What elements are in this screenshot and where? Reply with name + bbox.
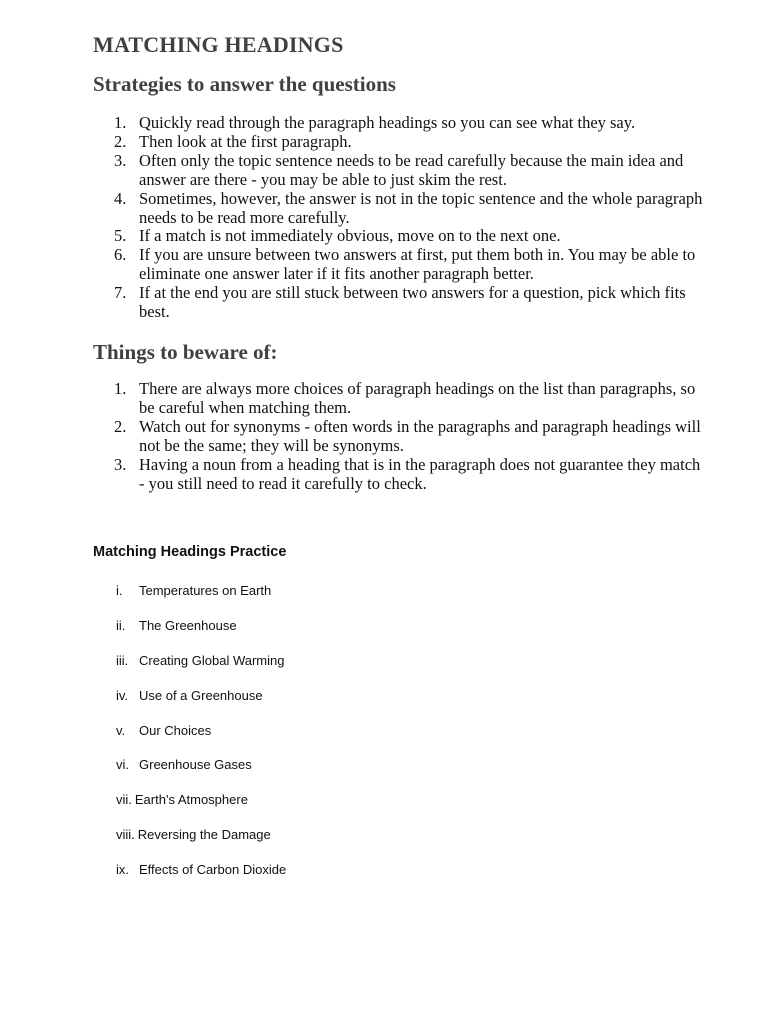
item-numeral: v. — [116, 722, 126, 738]
item-number: 2. — [114, 131, 127, 151]
item-text: Watch out for synonyms - often words in the paragraphs and paragraph headings will not be the same; they will be synonyms. — [139, 416, 701, 455]
item-text: Temperatures on Earth — [139, 583, 272, 598]
item-text: Quickly read through the paragraph headings so you can see what they say. — [139, 113, 636, 132]
item-number: 1. — [114, 113, 127, 132]
item-number: 3. — [114, 454, 127, 474]
item-text: Then look at the first paragraph. — [139, 131, 352, 151]
item-numeral: vii. — [116, 792, 132, 808]
item-text: Reversing the Damage — [137, 827, 271, 843]
list-item — [116, 617, 286, 652]
beware-list — [93, 380, 703, 493]
item-text: Greenhouse Gases — [139, 757, 252, 773]
item-numeral: i. — [116, 583, 123, 598]
item-text: Having a noun from a heading that is in the paragraph does not guarantee they match - you still need to read it carefully to check. — [139, 454, 701, 493]
beware-heading: Things to beware of: — [93, 340, 278, 364]
item-text: Often only the topic sentence needs to be read carefully because the main idea and answer are there - you may be able to just skim the rest. — [139, 150, 684, 189]
item-text: Creating Global Warming — [139, 652, 285, 668]
item-numeral: iv. — [116, 687, 129, 703]
list-item — [116, 756, 286, 791]
strategies-list — [93, 114, 703, 322]
list-item — [93, 418, 703, 456]
item-numeral: ii. — [116, 617, 126, 633]
list-item — [93, 456, 703, 494]
item-text: Earth's Atmosphere — [134, 792, 248, 808]
strategies-heading: Strategies to answer the questions — [93, 72, 396, 96]
item-text: The Greenhouse — [139, 617, 237, 633]
item-number: 6. — [114, 245, 127, 265]
list-item — [93, 190, 703, 228]
item-number: 2. — [114, 416, 127, 436]
item-text: Our Choices — [139, 722, 212, 738]
list-item — [116, 687, 286, 722]
list-item — [116, 722, 286, 757]
item-text: If a match is not immediately obvious, move on to the next one. — [139, 226, 561, 246]
item-text: If you are unsure between two answers at first, put them both in. You may be able to eliminate one answer later if it fits another paragraph better. — [139, 245, 696, 284]
item-numeral: vi. — [116, 757, 129, 773]
item-text: If at the end you are still stuck between two answers for a question, pick which fits best. — [139, 283, 686, 322]
page-title: MATCHING HEADINGS — [93, 32, 344, 57]
item-number: 4. — [114, 188, 127, 208]
list-item — [116, 791, 286, 826]
list-item — [93, 114, 703, 133]
list-item — [93, 246, 703, 284]
list-item — [93, 380, 703, 418]
item-number: 1. — [114, 379, 127, 398]
item-numeral: viii. — [116, 827, 135, 843]
item-text: There are always more choices of paragraph headings on the list than paragraphs, so be careful when matching them. — [139, 379, 696, 417]
list-item — [93, 152, 703, 190]
list-item — [116, 652, 286, 687]
practice-heading: Matching Headings Practice — [93, 544, 287, 560]
list-item — [116, 861, 286, 896]
item-text: Effects of Carbon Dioxide — [139, 862, 287, 878]
item-number: 7. — [114, 283, 127, 303]
item-text: Sometimes, however, the answer is not in the topic sentence and the whole paragraph needs to be read more carefully. — [139, 188, 703, 227]
item-numeral: iii. — [116, 652, 129, 668]
item-numeral: ix. — [116, 862, 129, 878]
item-number: 3. — [114, 150, 127, 170]
item-text: Use of a Greenhouse — [139, 687, 263, 703]
list-item — [93, 284, 703, 322]
list-item — [93, 227, 703, 246]
list-item — [116, 582, 286, 617]
practice-list — [116, 582, 286, 896]
item-number: 5. — [114, 226, 127, 246]
list-item — [116, 826, 286, 861]
list-item — [93, 133, 703, 152]
